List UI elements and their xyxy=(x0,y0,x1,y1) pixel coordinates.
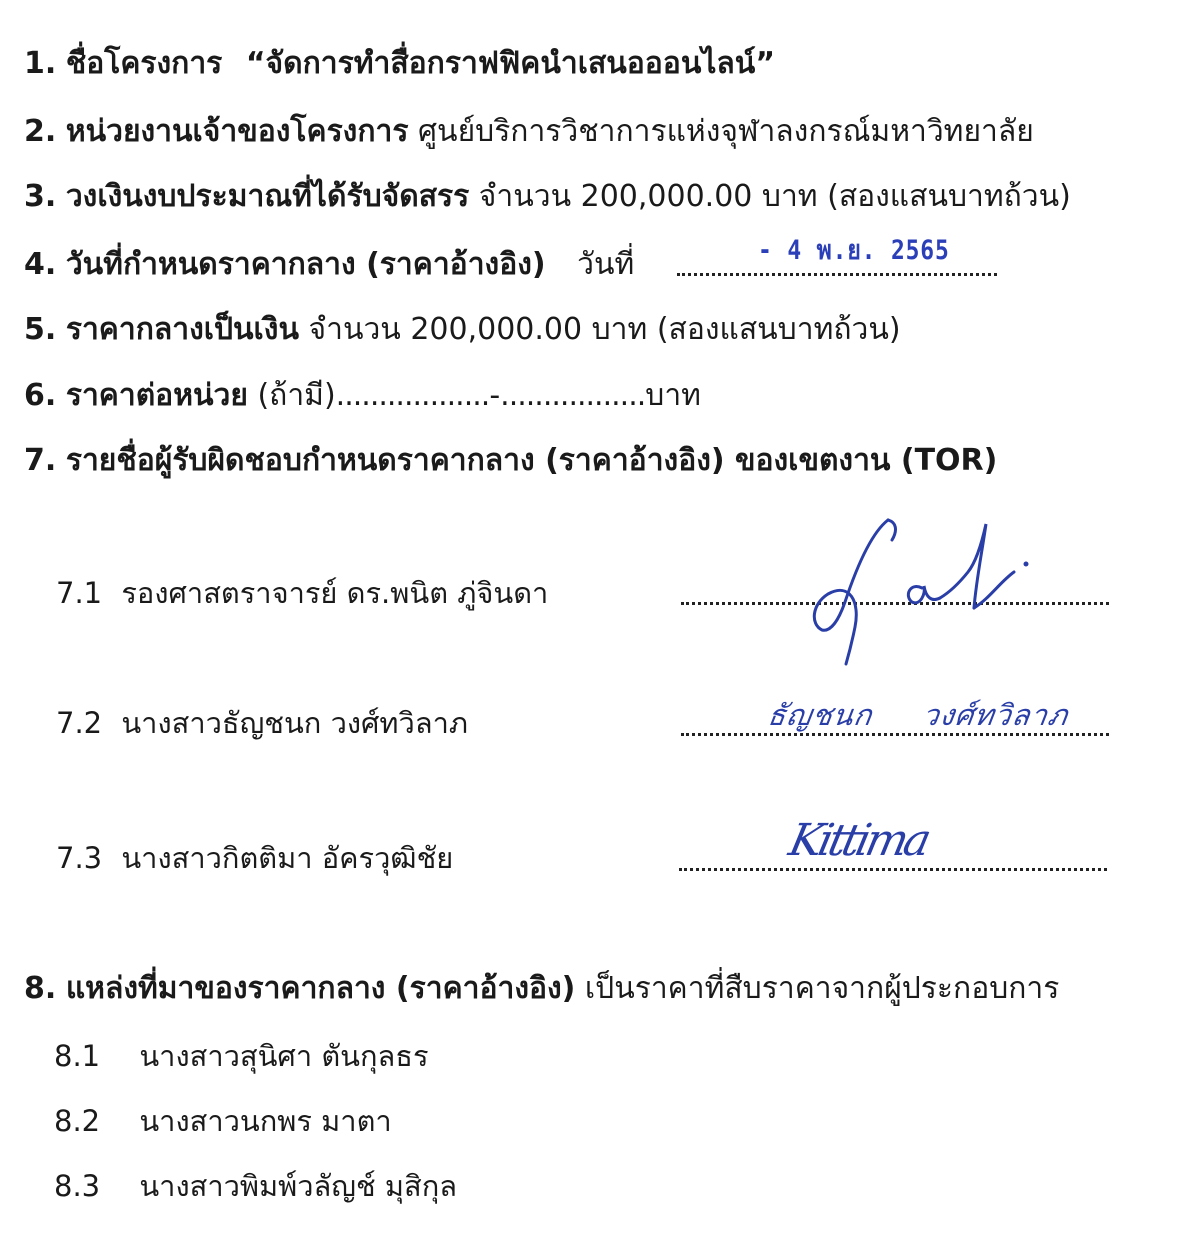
item-6-unit: บาท xyxy=(645,378,701,413)
item-7-label: รายชื่อผู้รับผิดชอบกำหนดราคากลาง (ราคาอ้างอิง) ของเขตงาน (TOR) xyxy=(65,443,998,478)
item-2 xyxy=(24,112,1034,152)
item-8-label: แหล่งที่มาของราคากลาง (ราคาอ้างอิง) xyxy=(65,971,576,1006)
item-7 xyxy=(24,441,997,481)
committee-item-1 xyxy=(56,573,548,613)
item-1 xyxy=(24,44,775,84)
source-item-2 xyxy=(54,1101,392,1141)
signature-1-image xyxy=(800,512,1050,672)
source-name: นางสาวสุนิศา ตันกุลธร xyxy=(139,1039,429,1073)
item-3-label: วงเงินงบประมาณที่ได้รับจัดสรร xyxy=(65,179,470,214)
item-6-value: - xyxy=(489,378,501,413)
committee-name: นางสาวธัญชนก วงศ์ทวิลาภ xyxy=(121,706,468,740)
signature-2-image: ธัญชนก วงศ์ทวิลาภ xyxy=(765,698,1071,732)
item-3-value: จำนวน 200,000.00 บาท (สองแสนบาทถ้วน) xyxy=(478,179,1071,214)
source-num: 8.2 xyxy=(54,1104,101,1138)
item-2-num: 2. xyxy=(24,114,57,149)
item-5-num: 5. xyxy=(24,312,57,347)
source-item-3 xyxy=(54,1166,457,1206)
committee-num: 7.2 xyxy=(56,706,103,740)
item-5-label: ราคากลางเป็นเงิน xyxy=(65,312,299,347)
item-8 xyxy=(24,969,1059,1009)
item-7-num: 7. xyxy=(24,443,57,478)
source-item-1 xyxy=(54,1036,429,1076)
item-6-dots-b: ................. xyxy=(500,378,646,413)
item-2-value: ศูนย์บริการวิชาการแห่งจุฬาลงกรณ์มหาวิทยาลัย xyxy=(418,114,1034,149)
item-2-label: หน่วยงานเจ้าของโครงการ xyxy=(65,114,409,149)
committee-num: 7.3 xyxy=(56,841,103,875)
source-name: นางสาวพิมพ์วลัญช์ มุสิกุล xyxy=(139,1169,458,1203)
item-3 xyxy=(24,177,1071,217)
source-name: นางสาวนกพร มาตา xyxy=(139,1104,392,1138)
item-6-label: ราคาต่อหน่วย xyxy=(65,378,248,413)
committee-name: นางสาวกิตติมา อัครวุฒิชัย xyxy=(121,841,454,875)
item-6-dots-a: .................. xyxy=(335,378,490,413)
item-6-optional: (ถ้ามี) xyxy=(257,378,336,413)
item-1-label: ชื่อโครงการ xyxy=(65,46,223,81)
item-8-num: 8. xyxy=(24,971,57,1006)
item-6-num: 6. xyxy=(24,378,57,413)
item-1-value: “จัดการทำสื่อกราฟฟิคนำเสนอออนไลน์” xyxy=(245,46,776,81)
committee-item-2 xyxy=(56,703,468,743)
item-1-num: 1. xyxy=(24,46,57,81)
source-num: 8.3 xyxy=(54,1169,101,1203)
date-dotted-line xyxy=(677,273,997,276)
item-4-label: วันที่กำหนดราคากลาง (ราคาอ้างอิง) xyxy=(65,247,546,282)
item-5 xyxy=(24,310,901,350)
date-stamp: - 4 พ.ย. 2565 xyxy=(758,235,950,266)
committee-num: 7.1 xyxy=(56,576,103,610)
item-4-value: วันที่ xyxy=(577,247,635,282)
item-6 xyxy=(24,376,701,416)
signature-3-image: Kittima xyxy=(784,815,932,866)
item-5-value: จำนวน 200,000.00 บาท (สองแสนบาทถ้วน) xyxy=(308,312,901,347)
committee-item-3 xyxy=(56,838,453,878)
item-3-num: 3. xyxy=(24,179,57,214)
item-4-num: 4. xyxy=(24,247,57,282)
source-num: 8.1 xyxy=(54,1039,101,1073)
committee-name: รองศาสตราจารย์ ดร.พนิต ภู่จินดา xyxy=(121,576,549,610)
item-8-value: เป็นราคาที่สืบราคาจากผู้ประกอบการ xyxy=(584,971,1060,1006)
item-4 xyxy=(24,245,634,285)
